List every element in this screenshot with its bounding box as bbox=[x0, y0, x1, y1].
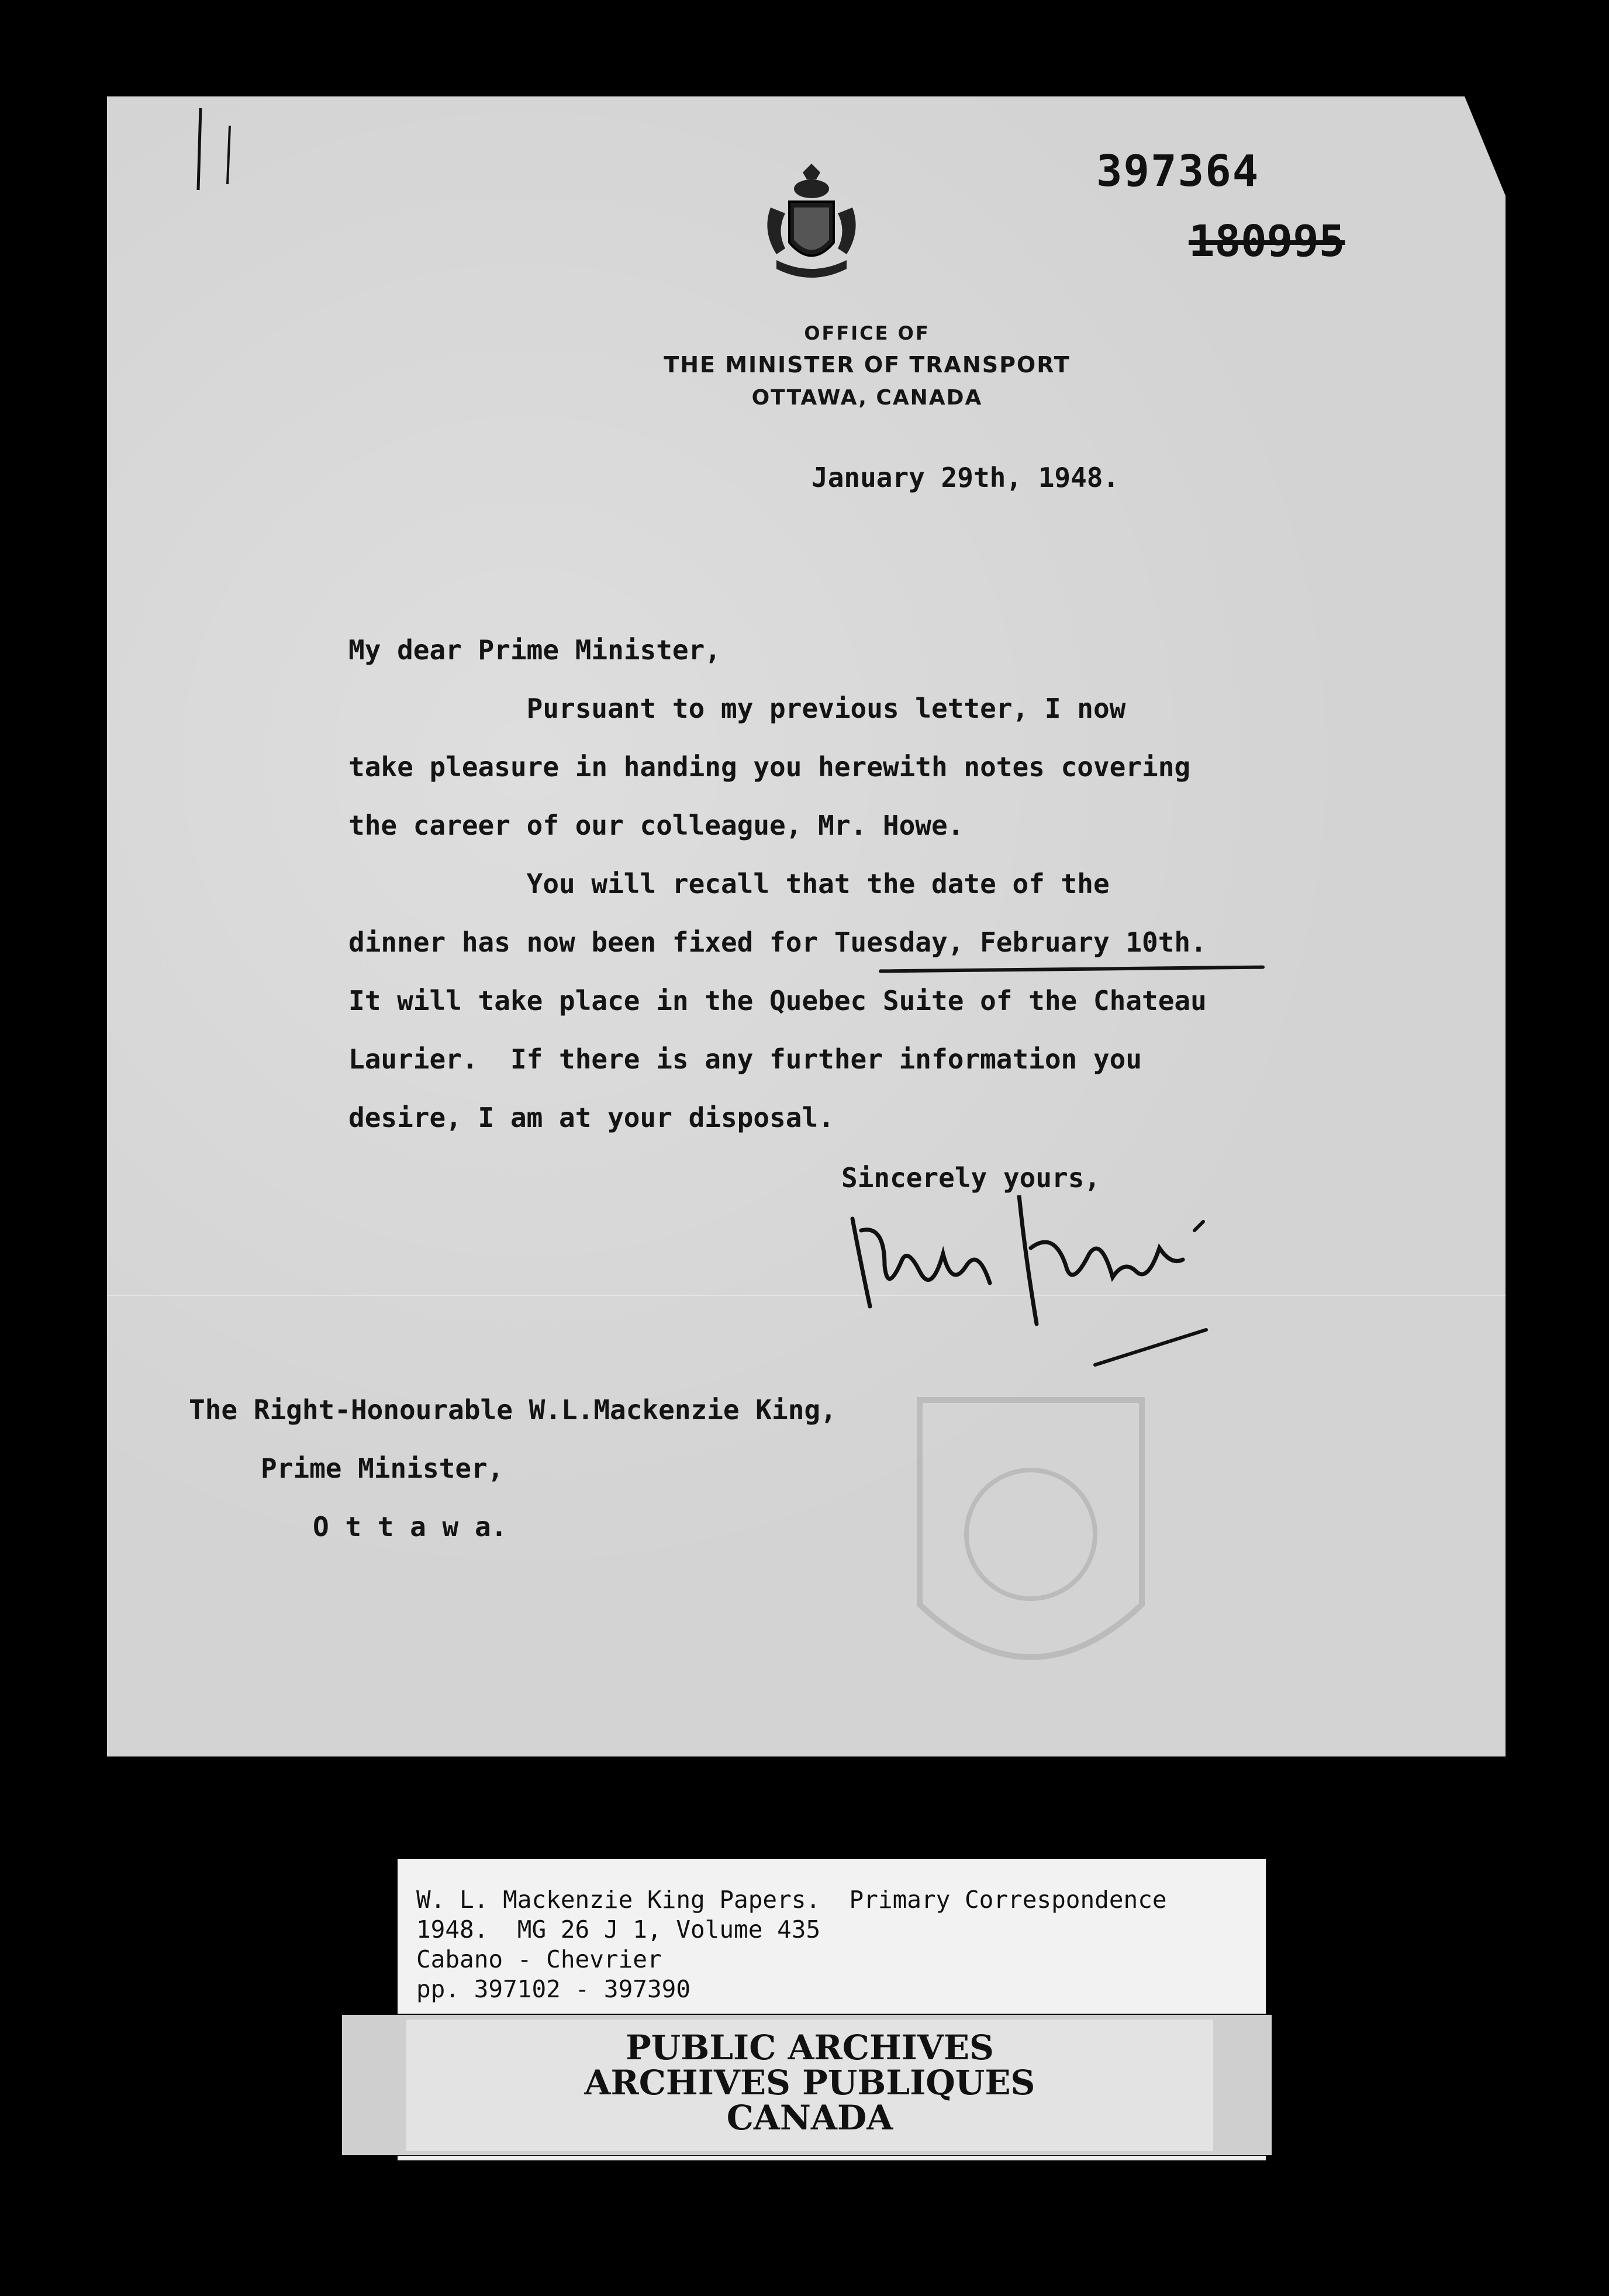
reference-number-struck: 180995 bbox=[1189, 216, 1345, 267]
folded-corner bbox=[1465, 96, 1506, 196]
stamp-band-edge bbox=[398, 2156, 1266, 2160]
archive-stamp-line1: PUBLIC ARCHIVES bbox=[626, 2028, 994, 2067]
body-line-5: dinner has now been fixed for Tuesday, February 10th. bbox=[348, 926, 1207, 958]
body-line-8: desire, I am at your disposal. bbox=[348, 1102, 834, 1133]
salutation: My dear Prime Minister, bbox=[348, 634, 721, 666]
reference-number: 397364 bbox=[1096, 146, 1260, 196]
archive-stamp-text bbox=[406, 2028, 1213, 2138]
body-line-7: Laurier. If there is any further information you bbox=[348, 1043, 1142, 1075]
closing: Sincerely yours, bbox=[841, 1162, 1101, 1194]
body-line-4: You will recall that the date of the bbox=[348, 868, 1110, 900]
archive-label-line2: 1948. MG 26 J 1, Volume 435 bbox=[416, 1915, 821, 1944]
archive-label bbox=[398, 1859, 1266, 2014]
archive-stamp-band bbox=[342, 2015, 1272, 2155]
addressee-line3: O t t a w a. bbox=[313, 1511, 507, 1543]
margin-marks bbox=[189, 102, 259, 196]
body-line-3: the career of our colleague, Mr. Howe. bbox=[348, 810, 964, 841]
archive-label-line4: pp. 397102 - 397390 bbox=[416, 1975, 690, 2003]
handwritten-underline bbox=[879, 966, 1265, 973]
letterhead-line2: THE MINISTER OF TRANSPORT bbox=[664, 352, 1071, 378]
letterhead-line1: OFFICE OF bbox=[804, 322, 930, 344]
body-line-1: Pursuant to my previous letter, I now bbox=[348, 693, 1126, 724]
body-line-6: It will take place in the Quebec Suite of the Chateau bbox=[348, 985, 1207, 1016]
coat-of-arms-icon bbox=[753, 161, 870, 289]
archive-label-line1: W. L. Mackenzie King Papers. Primary Correspondence bbox=[416, 1886, 1167, 1914]
fold-crease bbox=[107, 1295, 1506, 1296]
addressee-line2: Prime Minister, bbox=[261, 1453, 504, 1484]
letter-date: January 29th, 1948. bbox=[812, 462, 1120, 493]
handwritten-signature bbox=[844, 1195, 1288, 1371]
archive-stamp bbox=[406, 2020, 1213, 2151]
archive-label-text bbox=[416, 1885, 1167, 2004]
letterhead bbox=[575, 319, 1159, 414]
archive-label-line3: Cabano - Chevrier bbox=[416, 1945, 662, 1973]
addressee-line1: The Right-Honourable W.L.Mackenzie King, bbox=[189, 1394, 837, 1426]
body-line-2: take pleasure in handing you herewith notes covering bbox=[348, 751, 1191, 783]
letter-page bbox=[107, 96, 1506, 1756]
archive-stamp-line3: CANADA bbox=[726, 2098, 893, 2138]
archive-stamp-line2: ARCHIVES PUBLIQUES bbox=[584, 2063, 1035, 2103]
embossed-seal-watermark bbox=[908, 1382, 1154, 1710]
letterhead-line3: OTTAWA, CANADA bbox=[751, 386, 983, 410]
